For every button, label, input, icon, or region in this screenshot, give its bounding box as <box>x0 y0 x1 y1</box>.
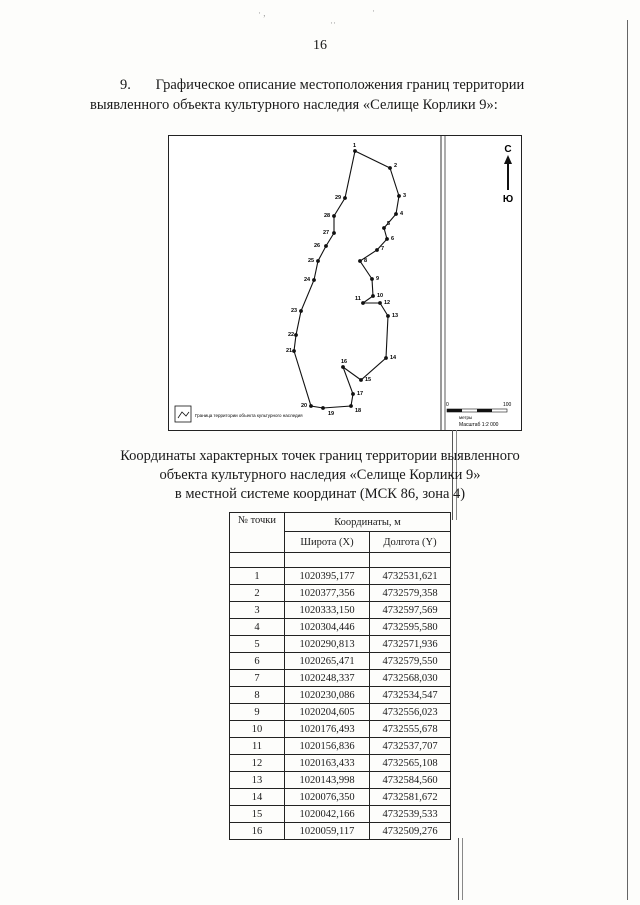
section-number: 9. <box>120 77 131 93</box>
scale-bar <box>446 402 512 428</box>
boundary-point-label: 14 <box>390 355 397 361</box>
point-number-cell: 8 <box>230 687 285 704</box>
header-coordinates: Координаты, м <box>285 513 451 532</box>
boundary-point <box>292 349 296 353</box>
latitude-cell: 1020230,086 <box>285 687 370 704</box>
boundary-point-label: 2 <box>394 163 398 169</box>
boundary-point <box>388 166 392 170</box>
point-number-cell: 10 <box>230 721 285 738</box>
scan-edge-line <box>627 20 628 900</box>
boundary-point-label: 12 <box>384 300 391 306</box>
longitude-cell: 4732565,108 <box>370 755 451 772</box>
boundary-point <box>316 259 320 263</box>
scale-unit: метры <box>459 415 473 420</box>
boundary-point-label: 15 <box>365 377 372 383</box>
latitude-cell: 1020156,836 <box>285 738 370 755</box>
table-row <box>230 585 451 602</box>
boundary-point-label: 16 <box>341 359 348 365</box>
longitude-cell: 4732556,023 <box>370 704 451 721</box>
point-number-cell: 7 <box>230 670 285 687</box>
boundary-point-label: 6 <box>391 236 395 242</box>
boundary-point <box>384 356 388 360</box>
table-row <box>230 721 451 738</box>
boundary-point-label: 28 <box>324 213 331 219</box>
boundary-point <box>359 378 363 382</box>
latitude-cell: 1020248,337 <box>285 670 370 687</box>
boundary-point <box>294 333 298 337</box>
boundary-point-label: 21 <box>286 348 293 354</box>
boundary-point <box>397 194 401 198</box>
boundary-point-label: 11 <box>355 296 361 302</box>
longitude-cell: 4732571,936 <box>370 636 451 653</box>
boundary-point-label: 7 <box>381 246 385 252</box>
map-legend <box>175 406 303 422</box>
boundary-point-label: 25 <box>308 258 315 264</box>
scale-zero: 0 <box>446 402 449 408</box>
table-row <box>230 602 451 619</box>
table-spacer-row <box>230 553 451 568</box>
boundary-point-label: 24 <box>304 277 311 283</box>
point-number-cell: 9 <box>230 704 285 721</box>
latitude-cell: 1020059,117 <box>285 823 370 840</box>
longitude-cell: 4732595,580 <box>370 619 451 636</box>
latitude-cell: 1020076,350 <box>285 789 370 806</box>
boundary-point <box>312 278 316 282</box>
boundary-point-label: 20 <box>301 403 308 409</box>
point-number-cell: 11 <box>230 738 285 755</box>
table-row <box>230 619 451 636</box>
boundary-point <box>332 231 336 235</box>
latitude-cell: 1020333,150 <box>285 602 370 619</box>
point-number-cell: 16 <box>230 823 285 840</box>
boundary-point-label: 29 <box>335 195 342 201</box>
header-longitude: Долгота (Y) <box>370 532 451 553</box>
boundary-point <box>341 365 345 369</box>
section-heading <box>90 75 566 115</box>
longitude-cell: 4732597,569 <box>370 602 451 619</box>
scan-speck: · , <box>258 8 266 18</box>
point-number-cell: 13 <box>230 772 285 789</box>
boundary-point <box>324 244 328 248</box>
table-row <box>230 653 451 670</box>
boundary-point <box>378 301 382 305</box>
table-row <box>230 704 451 721</box>
point-number-cell: 5 <box>230 636 285 653</box>
table-row <box>230 789 451 806</box>
point-number-cell: 14 <box>230 789 285 806</box>
section-heading-line2: выявленного объекта культурного наследия «Селище Корлики 9»: <box>90 97 498 113</box>
latitude-cell: 1020163,433 <box>285 755 370 772</box>
boundary-point <box>371 294 375 298</box>
scan-speck: ·· <box>330 18 336 28</box>
table-row <box>230 568 451 585</box>
boundary-point-label: 1 <box>353 143 357 149</box>
boundary-point-label: 19 <box>328 411 335 417</box>
map-divider <box>441 136 445 430</box>
longitude-cell: 4732537,707 <box>370 738 451 755</box>
caption-line1: Координаты характерных точек границ территории выявленного <box>120 448 520 464</box>
latitude-cell: 1020265,471 <box>285 653 370 670</box>
point-number-cell: 3 <box>230 602 285 619</box>
boundary-point <box>332 214 336 218</box>
boundary-point-label: 17 <box>357 391 364 397</box>
table-row <box>230 806 451 823</box>
longitude-cell: 4732534,547 <box>370 687 451 704</box>
longitude-cell: 4732555,678 <box>370 721 451 738</box>
latitude-cell: 1020176,493 <box>285 721 370 738</box>
boundary-point-label: 8 <box>364 258 368 264</box>
boundary-point-label: 10 <box>377 293 384 299</box>
point-number-cell: 2 <box>230 585 285 602</box>
page-number: 16 <box>313 38 327 53</box>
boundary-point-label: 22 <box>288 332 295 338</box>
boundary-point <box>343 196 347 200</box>
table-row <box>230 772 451 789</box>
longitude-cell: 4732584,560 <box>370 772 451 789</box>
latitude-cell: 1020395,177 <box>285 568 370 585</box>
boundary-point <box>394 212 398 216</box>
longitude-cell: 4732581,672 <box>370 789 451 806</box>
point-number-cell: 15 <box>230 806 285 823</box>
point-number-cell: 4 <box>230 619 285 636</box>
boundary-point-label: 9 <box>376 276 380 282</box>
boundary-point-label: 23 <box>291 308 298 314</box>
longitude-cell: 4732531,621 <box>370 568 451 585</box>
table-row <box>230 738 451 755</box>
latitude-cell: 1020143,998 <box>285 772 370 789</box>
compass-icon <box>503 144 513 205</box>
table-row <box>230 636 451 653</box>
point-number-cell: 1 <box>230 568 285 585</box>
longitude-cell: 4732579,550 <box>370 653 451 670</box>
caption-line3: в местной системе координат (МСК 86, зона 4) <box>174 486 466 502</box>
section-heading-line1: Графическое описание местоположения границ территории <box>155 77 525 93</box>
boundary-point <box>370 277 374 281</box>
table-row <box>230 670 451 687</box>
longitude-cell: 4732579,358 <box>370 585 451 602</box>
legend-text: Граница территории объекта культурного наследия <box>195 413 303 418</box>
latitude-cell: 1020377,356 <box>285 585 370 602</box>
boundary-point-label: 26 <box>314 243 321 249</box>
latitude-cell: 1020204,605 <box>285 704 370 721</box>
boundary-point-label: 4 <box>400 211 404 217</box>
boundary-point <box>385 237 389 241</box>
longitude-cell: 4732509,276 <box>370 823 451 840</box>
longitude-cell: 4732568,030 <box>370 670 451 687</box>
header-point-number: № точки <box>230 513 285 553</box>
boundary-point-label: 13 <box>392 313 399 319</box>
boundary-point <box>309 404 313 408</box>
boundary-point-label: 3 <box>403 193 407 199</box>
latitude-cell: 1020304,446 <box>285 619 370 636</box>
boundary-map <box>168 135 522 431</box>
boundary-map-svg <box>169 136 521 430</box>
scan-line <box>458 838 459 900</box>
point-number-cell: 12 <box>230 755 285 772</box>
scan-line <box>462 838 463 900</box>
boundary-point <box>353 149 357 153</box>
boundary-point <box>375 248 379 252</box>
header-latitude: Широта (X) <box>285 532 370 553</box>
scan-speck: · <box>372 6 375 16</box>
latitude-cell: 1020290,813 <box>285 636 370 653</box>
boundary-point <box>361 301 365 305</box>
boundary-point-label: 18 <box>355 408 362 414</box>
table-row <box>230 823 451 840</box>
compass-south: Ю <box>502 194 514 205</box>
boundary-point <box>386 314 390 318</box>
table-row <box>230 755 451 772</box>
boundary-point <box>351 392 355 396</box>
legend-symbol-icon <box>175 406 191 422</box>
latitude-cell: 1020042,166 <box>285 806 370 823</box>
boundary-point <box>299 309 303 313</box>
point-number-cell: 6 <box>230 653 285 670</box>
scale-ratio: Масштаб 1:2 000 <box>459 422 499 428</box>
boundary-point <box>321 406 325 410</box>
compass-north: С <box>504 144 512 155</box>
coordinates-table <box>229 512 451 840</box>
boundary-point <box>382 226 386 230</box>
boundary-point-label: 27 <box>323 230 330 236</box>
boundary-point <box>349 404 353 408</box>
boundary-point-label: 5 <box>387 221 391 227</box>
boundary-point <box>358 259 362 263</box>
longitude-cell: 4732539,533 <box>370 806 451 823</box>
table-row <box>230 687 451 704</box>
coordinates-caption <box>100 447 540 504</box>
caption-line2: объекта культурного наследия «Селище Корлики 9» <box>159 467 481 483</box>
scale-max: 100 <box>503 402 512 408</box>
